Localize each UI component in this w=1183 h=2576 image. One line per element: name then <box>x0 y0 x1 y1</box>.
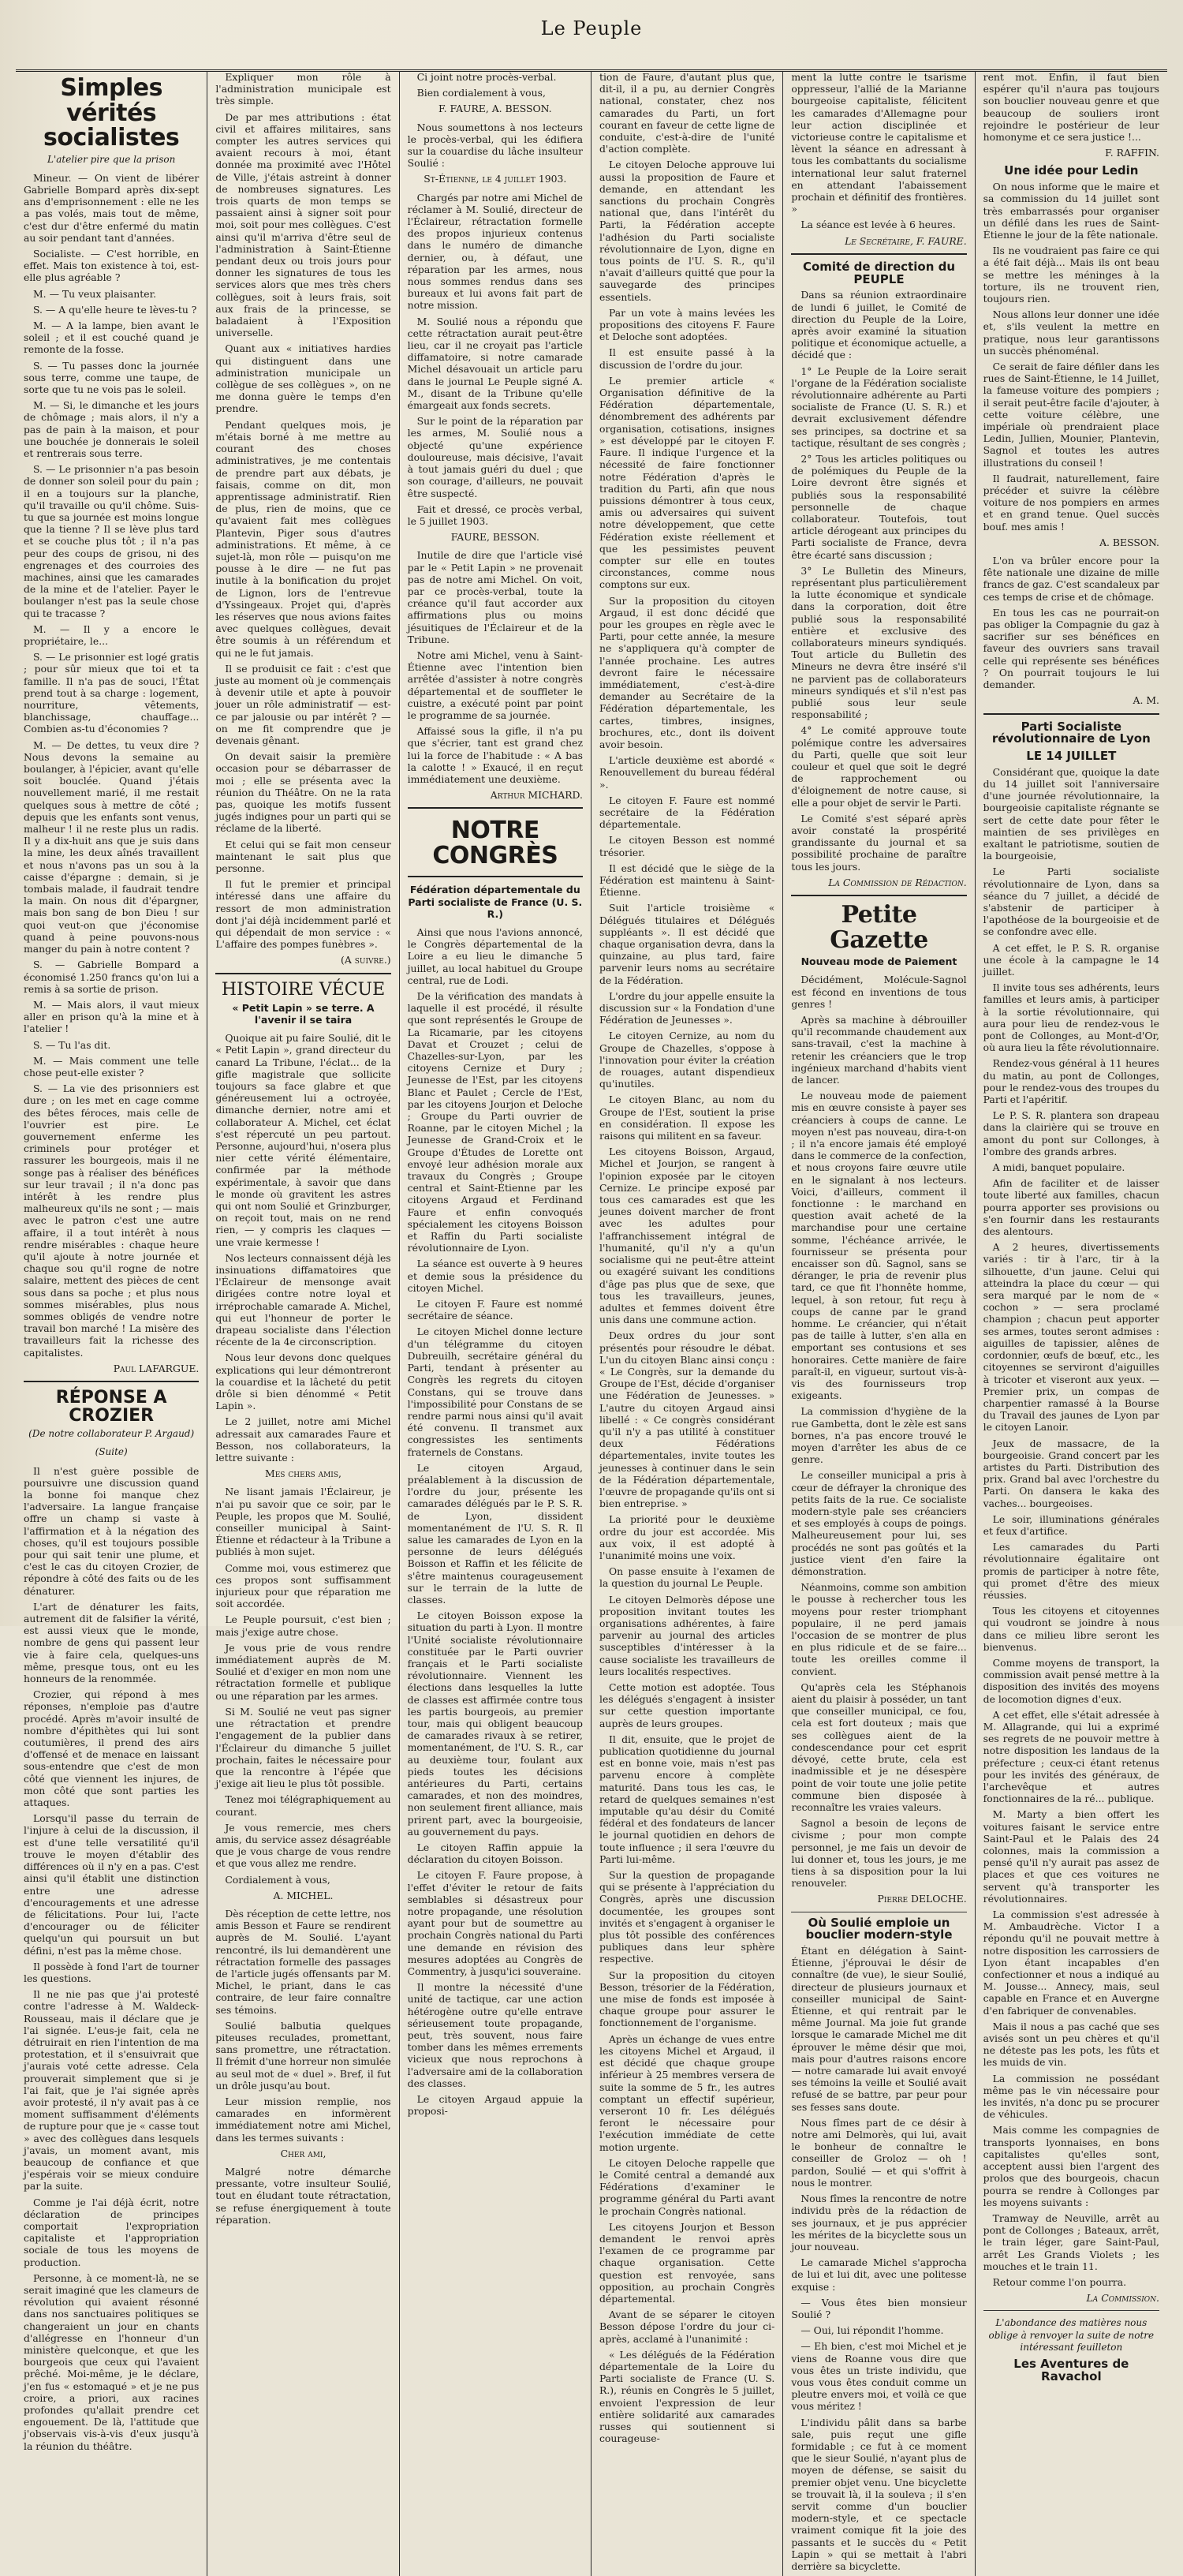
paragraph: Nous leur devons donc quelques explications qui leur démontreront la couardise et la lâcheté du petit drôle si bien dénommé « Petit Lapin ». <box>215 1352 391 1412</box>
headline-notre-congres: NOTRE CONGRÈS <box>432 817 558 869</box>
paragraph: Le camarade Michel s'approcha de lui et lui dit, avec une politesse exquise : <box>791 2256 967 2293</box>
paragraph: Je vous prie de vous rendre immédiatement auprès de M. Soulié et d'exiger en mon nom une rétractation formelle et publique ou une réparation par les armes. <box>215 1641 391 1702</box>
paragraph: Le Peuple poursuit, c'est bien ; mais j'exige autre chose. <box>215 1613 391 1638</box>
column-6 <box>976 71 1167 2576</box>
divider <box>791 895 966 896</box>
paragraph: Sur la proposition du citoyen Besson, trésorier de la Fédération, une mise de fonds est imposée à chaque groupe pour assurer le fonctionnement de l'organisme. <box>599 1968 775 2029</box>
paragraph: Le citoyen Cernize, au nom du Groupe de Chazelles, s'oppose à l'innovation pour éviter la création de rouages, autant dispendieux qu'inutiles. <box>599 1030 775 1090</box>
paragraph: Personne, à ce moment-là, ne se serait imaginé que les clameurs de révolution qui avaient résonné dans nos sanctuaires politiques se changeraient un jour en chants d'allégresse en l'honneur d'un ministère quelconque, et que les bourgeois que ceux qui l'avaient prêché. Moi-même, je le déclare, j'en fus « estomaqué » et je ne pus croire, a priori, aux racines profondes qu'allait prendre cet engouement. De là, l'attitude que j'observais vis-à-vis d'eux jusqu'à la réunion du théâtre. <box>24 2271 200 2452</box>
paragraph: Il montre la nécessité d'une unité de tactique, car une action hétérogène outre qu'elle entrave sérieusement toute propagande, peut, très souvent, nous faire tomber dans les mêmes errements vicieux que nous reprochons à l'adversaire ami de la collaboration des classes. <box>407 1981 583 2089</box>
column-5 <box>783 71 975 2576</box>
paragraph: Affaissé sous la gifle, il n'a pu que s'écrier, tant est grand chez lui la force de l'habitude : « A bas la calotte ! » Exaucé, il en reçut immédiatement une deuxième. <box>407 725 583 785</box>
paragraph: Comme je l'ai déjà écrit, notre déclaration de principes comportait l'expropriation capitaliste et l'appropriation sociale de tous les moyens de production. <box>24 2196 200 2268</box>
paragraph: A 2 heures, divertissements variés : tir à l'arc, tir à la silhouette, d'un jaune. Celui qui atteindra la place du cœur — qui sera marqué par le nom de « cochon » — sera proclamé champion ; chacun peut apporter ses armes, toutes seront admises : aiguilles de tapissier, alênes de cordonnier, œufs de bœuf, etc., les citoyennes se serviront d'aiguilles à tricoter et viseront aux yeux. — Premier prix, un compas de charpentier ramassé à la Bourse du Travail des jaunes de Lyon par le citoyen Lanoir. <box>983 1241 1159 1434</box>
paragraph: Inutile de dire que l'article visé par le « Petit Lapin » ne provenait pas de notre ami Michel. On voit, par ce procès-verbal, toute la créance qu'il faut accorder aux affirmations plus ou moins jésuitiques de l'Éclaireur et de la Tribune. <box>407 549 583 645</box>
paragraph: On devait saisir la première occasion pour se débarrasser de moi ; elle se présenta avec la réunion du Théâtre. On ne la rata pas, quoique les motifs fussent jugés indignes pour un parti qui se réclame de la liberté. <box>215 750 391 835</box>
paragraph: Le premier article « Organisation définitive de la Fédération départementale, dénombrement des adhérents par organisation, cotisations, insignes » est développé par le citoyen F. Faure. Il indique l'urgence et la nécessité de faire fonctionner notre Fédération d'après le tradition du Parti, afin que nous puissions démontrer à tous ceux, amis ou adversaires qui suivent notre développement, que cette Fédération existe réellement et que les pessimistes peuvent compter sur elle en toutes circonstances, comme nous comptons sur eux. <box>599 374 775 591</box>
paragraph: A midi, banquet populaire. <box>992 1161 1125 1174</box>
paragraph: Nos lecteurs connaissent déjà les insinuations diffamatoires que l'Éclaireur de mensonge avait dirigées contre notre loyal et irréprochable camarade A. Michel, qui eut l'honneur de porter le drapeau socialiste dans l'élection récente de la 4e circonscription. <box>215 1251 391 1348</box>
dateline: St-Étienne, le 4 juillet 1903. <box>424 173 567 185</box>
paragraph: — Vous êtes bien monsieur Soulié ? <box>791 2296 967 2320</box>
paragraph: Il invite tous ses adhérents, leurs familles et leurs amis, à participer à la sortie révolutionnaire, qui aura pour lieu de rendez-vous le pont de Collonges, au Mont-d'Or, où aura lieu la fête révolutionnaire. <box>983 981 1159 1054</box>
signature-faure-besson: F. FAURE, A. BESSON. <box>438 103 552 115</box>
paragraph: Cette motion est adoptée. Tous les délégués s'engagent à insister sur cette question importante auprès de leurs groupes. <box>599 1681 775 1729</box>
divider <box>24 1381 199 1382</box>
paragraph: Sagnol a besoin de leçons de civisme ; pour mon compte personnel, je me fais un devoir de lui donner et, tous les jours, je me tiens à sa disposition pour la lui renouveler. <box>791 1817 967 1890</box>
subhead-suite: (Suite) <box>95 1446 128 1458</box>
paragraph: Le 2 juillet, notre ami Michel adressait aux camarades Faure et Besson, nos collaborateurs, la lettre suivante : <box>215 1415 391 1464</box>
column-1 <box>16 71 207 2576</box>
paragraph: — Oui, lui répondit l'homme. <box>800 2324 944 2337</box>
paragraph: « Les délégués de la Fédération départementale de la Loire du Parti socialiste de France (U. S. R.), réunis en Congrès le 5 juillet, envoient l'expression de leur entière solidarité aux camarades russes qui soutiennent si courageuse- <box>599 2348 775 2445</box>
paragraph: Fait et dressé, ce procès verbal, le 5 juillet 1903. <box>407 503 583 527</box>
paragraph: De la vérification des mandats à laquelle il est procédé, il résulte que sont représentés le Groupe de La Ricamarie, par les citoyens Davat et Crouzet ; celui de Chazelles-sur-Lyon, par les citoyens Cernize et Dury ; Jeunesse de l'Est, par les citoyens Blanc et Paulet ; Cercle de l'Est, par les citoyens Jourjon et Deloche ; Groupe du Parti ouvrier de Roanne, par le citoyen Michel ; la Jeunesse de Grand-Croix et le Groupe d'Études de Lorette ont envoyé leur adhésion morale aux travaux du Congrès ; Groupe central et Saint-Étienne par les citoyens Argaud et Ferdinand Faure et enfin convoqués spécialement les citoyens Boisson et Raffin du Parti socialiste révolutionnaire de Lyon. <box>407 990 583 1254</box>
headline-parti-lyon: Parti Socialiste révolutionnaire de Lyon <box>991 719 1151 746</box>
paragraph: S. — Le prisonnier n'a pas besoin de donner son soleil pour du pain ; il en a toujours sur la planche, qu'il travaille ou qu'il chôme. Suis-tu que sa journée est moins longue que la tienne ? Il se lève plus tard et se couche plus tôt ; il n'a pas peur des coups de grisou, ni des engrenages et des courroies des machines, ainsi que les camarades de la mine et de l'atelier. Payer le boulanger n'est pas la seule chose qui te tracasse ? <box>24 463 200 619</box>
paragraph: Le citoyen Raffin appuie la déclaration du citoyen Boisson. <box>407 1841 583 1866</box>
paragraph: Comme moyens de transport, la commission avait pensé mettre à la disposition des invités des moyens de locomotion dignes d'eux. <box>983 1656 1159 1705</box>
paragraph: Comme moi, vous estimerez que ces propos sont suffisamment injurieux pour que réparation me soit accordée. <box>215 1561 391 1610</box>
paragraph: S. — Gabrielle Bompard a économisé 1.250 francs qu'on lui a remis à sa sortie de prison. <box>24 959 200 995</box>
divider <box>215 973 390 974</box>
headline-reponse-crozier: RÉPONSE A CROZIER <box>55 1388 167 1426</box>
paragraph: S. — Tu l'as dit. <box>33 1038 111 1051</box>
paragraph: Après un échange de vues entre les citoyens Michel et Argaud, il est décidé que chaque groupe inférieur à 25 membres versera de suite la somme de 5 fr., les autres comptant un effectif supérieur, verseront 10 fr. Les délégués feront le nécessaire pour l'exécution immédiate de cette motion urgente. <box>599 2032 775 2153</box>
paragraph: Rendez-vous général à 11 heures du matin, au pont de Collonges, pour le rendez-vous des troupes du Parti et l'apéritif. <box>983 1057 1159 1106</box>
paragraph: Nous allons leur donner une idée et, s'ils veulent la mettre en pratique, nous leur garantissons un succès phénoménal. <box>983 308 1159 357</box>
paragraph: Décidément, Molécule-Sagnol est fécond en inventions de tous genres ! <box>791 974 967 1010</box>
paragraph: Expliquer mon rôle à l'administration municipale est très simple. <box>215 71 391 107</box>
paragraph: Il est ensuite passé à la discussion de l'ordre du jour. <box>599 346 775 371</box>
column-4 <box>592 71 783 2576</box>
columns <box>16 71 1167 2572</box>
paragraph: Socialiste. — C'est horrible, en effet. Mais ton existence à toi, est-elle plus agréable ? <box>24 247 200 284</box>
paragraph: Je vous remercie, mes chers amis, du service assez désagréable que je vous charge de vous rendre et que vous allez me rendre. <box>215 1821 391 1870</box>
signature-commission-redaction: La Commission de Rédaction. <box>828 876 967 888</box>
signature-michel: A. MICHEL. <box>273 1889 334 1901</box>
paragraph: Et celui qui se fait mon censeur maintenant le sait plus que personne. <box>215 838 391 874</box>
signature-besson: A. BESSON. <box>1099 536 1159 548</box>
paragraph: M. — Mais alors, il vaut mieux aller en prison qu'à la mine et à l'atelier ! <box>24 998 200 1035</box>
paragraph: Il dit, ensuite, que le projet de publication quotidienne du journal est en bonne voie, mais n'est pas parvenu encore à complète maturité. Dans tous les cas, le retard de quelques semaines n'est imputable qu'au désir du Comité fédéral et des fondateurs de lancer le journal quotidien en dehors de toute influence ; il sera l'œuvre du Parti lui-même. <box>599 1733 775 1865</box>
divider <box>791 253 966 255</box>
subhead-nouveau-mode: Nouveau mode de Paiement <box>800 955 957 968</box>
paragraph: Ci joint notre procès-verbal. <box>416 71 557 83</box>
congres-header-box <box>408 807 583 877</box>
headline-simples-verites: Simples vérités socialistes <box>43 74 180 151</box>
paragraph: A cet effet, le P. S. R. organise une école à la campagne le 14 juillet. <box>983 941 1159 978</box>
paragraph: Tous les citoyens et citoyennes qui voudront se joindre à nous dans ce milieu libre seront les bienvenus. <box>983 1605 1159 1653</box>
paragraph: M. — Mais comment une telle chose peut-elle exister ? <box>24 1054 200 1079</box>
letter-salutation: Mes chers amis, <box>265 1467 341 1480</box>
subhead-petit-lapin: « Petit Lapin » se terre. A l'avenir il se taira <box>232 1001 375 1026</box>
paragraph: Il ne nie pas que j'ai protesté contre l'adresse à M. Waldeck-Rousseau, mais il déclare que je l'ai signée. L'eus-je fait, cela ne détruirait en rien l'intention de ma protestation, et il s'ensuivrait que j'aurais voté cette adresse. Cela prouverait simplement que si je l'ai fait, que je l'ai signée après avoir protesté, il n'y avait pas à ce moment suffisamment d'éléments de rupture pour que je « casse tout » avec des collègues dans lesquels j'avais, un moment avant, mis beaucoup de confiance et que j'espérais voir se mieux conduire par la suite. <box>24 1988 200 2193</box>
paragraph: M. — Tu veux plaisanter. <box>33 287 157 300</box>
paragraph: Dans sa réunion extraordinaire de lundi 6 juillet, le Comité de direction du Peuple de la Loire, après avoir examiné la situation politique et économique actuelle, a décidé que : <box>791 289 967 361</box>
paragraph: 2° Tous les articles politiques ou de polémiques du Peuple de la Loire devront être signés et publiés sous la responsabilité personnelle de chaque collaborateur. Toutefois, tout article dérogeant aux principes du Parti socialiste de France, devra être écarté sans discussion ; <box>791 452 967 561</box>
paragraph: Dès réception de cette lettre, nos amis Besson et Faure se rendirent auprès de M. Soulié. L'ayant rencontré, ils lui demandèrent une rétractation formelle des passages de l'article jugés offensants par M. Michel, le priant, dans le cas contraire, de leur faire connaître ses témoins. <box>215 1907 391 2016</box>
paragraph: On nous informe que le maire et sa commission du 14 juillet sont très embarrassés pour organiser un défilé dans les rues de Saint-Étienne le jour de la fête nationale. <box>983 181 1159 241</box>
paragraph: Notre ami Michel, venu à Saint-Étienne avec l'intention bien arrêtée d'assister à notre congrès départemental et de souffleter le cuistre, a exécuté point par point le programme de sa journée. <box>407 649 583 721</box>
paragraph: ment la lutte contre le tsarisme oppresseur, l'allié de la Marianne bourgeoise capitaliste, félicitent les camarades d'Allemagne pour leur action disciplinée et victorieuse contre le capitalisme et lèvent la séance en adressant à tous les combattants du socialisme international leur salut fraternel en attendant l'abaissement prochain et définitif des frontières. » <box>791 71 967 215</box>
paragraph: Le Parti socialiste révolutionnaire de Lyon, dans sa séance du 7 juillet, a décidé de s'abstenir de participer à l'apothéose de la bourgeoisie et de se confondre avec elle. <box>983 866 1159 938</box>
paragraph: S. — A qu'elle heure te lèves-tu ? <box>33 303 197 316</box>
paragraph: Suit l'article troisième « Délégués titulaires et Délégués suppléants ». Il est décidé que chaque organisation devra, dans la quinzaine, au plus tard, faire parvenir leurs noms au secrétaire de la Fédération. <box>599 902 775 986</box>
paragraph: Bien cordialement à vous, <box>416 87 546 99</box>
paragraph: Mineur. — On vient de libérer Gabrielle Bompard après dix-sept ans d'emprisonnement : elle ne les a pas volés, mais tout de même, c'est dur d'être enfermé du matin au soir pendant tant d'années. <box>24 171 200 244</box>
paragraph: Ne lisant jamais l'Éclaireur, je n'ai pu savoir que ce soir, par le Peuple, les propos que M. Soulié, conseiller municipal à Saint-Étienne et rédacteur à la Tribune a publiés à mon sujet. <box>215 1486 391 1558</box>
paragraph: M. Marty a bien offert les voitures faisant le service entre Saint-Paul et le Palais des 24 colonnes, mais la commission a pensé qu'il n'y aurait pas assez de places et que ces voitures ne servent qu'à transporter les révolutionnaires. <box>983 1808 1159 1905</box>
column-3 <box>400 71 592 2576</box>
paragraph: Le citoyen F. Faure est nommé secrétaire de la Fédération départementale. <box>599 794 775 831</box>
paragraph: L'individu pâlit dans sa barbe sale, puis reçut une gifle formidable ; ce fut à ce moment que le sieur Soulié, n'ayant plus de moyen de défense, se saisit du premier objet venu. Une bicyclette se trouvait là, il la souleva ; il s'en servit comme d'un bouclier modern-style, et ce spectacle vraiment comique fit la joie des passants et le succès du « Petit Lapin » qui se mettait à l'abri derrière sa bicyclette. <box>791 2416 967 2572</box>
paragraph: Soulié balbutia quelques piteuses reculades, promettant, sans promettre, une rétractation. Il frémit d'une horreur non simulée au seul mot de « duel ». Bref, il fut un drôle jusqu'au bout. <box>215 2019 391 2092</box>
paragraph: 3° Le Bulletin des Mineurs, représentant plus particulièrement la lutte économique et syndicale dans la corporation, doit être publié sous la responsabilité entière et exclusive des collaborateurs mineurs syndiqués. Tout article du Bulletin des Mineurs ne devra être inséré s'il ne parvient pas de collaborateurs mineurs syndiqués et s'il n'est pas publié sous leur seule responsabilité ; <box>791 564 967 721</box>
paragraph: S. — Tu passes donc la journée sous terre, comme une taupe, de sorte que tu ne vois pas le soleil. <box>24 359 200 395</box>
paragraph: Il possède à fond l'art de tourner les questions. <box>24 1960 200 1984</box>
a-suivre: (A suivre.) <box>341 954 391 966</box>
paragraph: Nous soumettons à nos lecteurs le procès-verbal, qui les édifiera sur la couardise du lâche insulteur Soulié : <box>407 121 583 170</box>
paragraph: Crozier, qui répond à mes réponses, n'emploie pas d'autre procédé. Après m'avoir insulté de nombre d'épithètes qui lui sont coutumières, il prend des airs d'offensé et de menace en laissant sous-entendre que c'est de mon côté que viennent les injures, de mon côté que sont parties les attaques. <box>24 1688 200 1809</box>
paragraph: Le citoyen F. Faure est nommé secrétaire de séance. <box>407 1298 583 1322</box>
paragraph: Leur mission remplie, nos camarades en informèrent immédiatement notre ami Michel, dans les termes suivants : <box>215 2095 391 2144</box>
paragraph: Chargés par notre ami Michel de réclamer à M. Soulié, directeur de l'Éclaireur, rétractation formelle des propos injurieux contenus dans le numéro de dimanche dernier, ou, à défaut, une réparation par les armes, nous nous sommes rendus dans ses bureaux et lui avons fait part de notre mission. <box>407 191 583 312</box>
paragraph: Le soir, illuminations générales et feux d'artifice. <box>983 1512 1159 1537</box>
paragraph: Jeux de massacre, de la bourgeoisie. Grand concert par les artistes du Parti. Distribution des prix. Grand bal avec l'orchestre du Parti. On dansera le kaka des vaches... bourgeoises. <box>983 1437 1159 1509</box>
paragraph: Après sa machine à débrouiller qu'il recommande chaudement aux sans-travail, c'est la machine à retenir les créanciers que le trop ingénieux marchand d'habits vient de lancer. <box>791 1013 967 1086</box>
signature-lafargue: Paul LAFARGUE. <box>113 1362 200 1374</box>
signature-michard: Arthur MICHARD. <box>490 789 583 802</box>
paragraph: Tenez moi télégraphiquement au courant. <box>215 1793 391 1818</box>
paragraph: M. Soulié nous a répondu que cette rétractation aurait peut-être lieu, car il ne croyait pas l'article diffamatoire, si notre camarade Michel désavouait un article paru dans le journal Le Peuple signé A. M., disant de la Tribune qu'elle émargeait aux fonds secrets. <box>407 315 583 412</box>
paragraph: L'ordre du jour appelle ensuite la discussion sur « la Fondation d'une Fédération de Jeunesses ». <box>599 989 775 1026</box>
paragraph: La commission d'hygiène de la rue Gambetta, dont le zèle est sans bornes, n'a pas encore trouvé le moyen d'arrêter les abus de ce genre. <box>791 1405 967 1466</box>
paragraph: On passe ensuite à l'examen de la question du journal Le Peuple. <box>599 1565 775 1590</box>
paragraph: Ainsi que nous l'avions annoncé, le Congrès départemental de la Loire a eu lieu le dimanche 5 juillet, au local habituel du Groupe central, rue de Lodi. <box>407 925 583 986</box>
signature-secretaire: Le Secrétaire, F. FAURE. <box>845 234 967 247</box>
paragraph: Retour comme l'on pourra. <box>992 2275 1127 2288</box>
paragraph: M. — Si, le dimanche et les jours de chômage ; mais alors, il n'y a pas de pain à la maison, et pour une bouchée je donnerais le soleil et rentrerais sous terre. <box>24 399 200 459</box>
paragraph: Il est décidé que le siège de la Fédération est maintenu à Saint-Étienne. <box>599 862 775 899</box>
subhead-collaborateur: (De notre collaborateur P. Argaud) <box>28 1428 195 1440</box>
paragraph: Afin de faciliter et de laisser toute liberté aux familles, chacun pourra apporter ses provisions ou s'en fournir dans les restaurants des alentours. <box>983 1177 1159 1238</box>
paragraph: Le citoyen Blanc, au nom du Groupe de l'Est, soutient la prise en considération. Il expose les raisons qui militent en sa faveur. <box>599 1094 775 1142</box>
paragraph: La commission ne possédant même pas le vin nécessaire pour les invités, n'a donc pu se procurer de véhicules. <box>983 2072 1159 2121</box>
paragraph: Il n'est guère possible de poursuivre une discussion quand la bonne foi manque chez l'adversaire. La langue française offre un champ si vaste à l'affirmation et à la négation des choses, qu'il est toujours possible pour qui sait tenir une plume, et c'est le cas du citoyen Crozier, de répondre à côté des faits ou de les dénaturer. <box>24 1464 200 1597</box>
paragraph: Le citoyen Besson est nommé trésorier. <box>599 834 775 858</box>
signature-commission: La Commission. <box>1086 2292 1159 2305</box>
paragraph: Mais comme les compagnies de transports lyonnaises, en bons capitalistes qu'elles sont, acceptent aussi bien l'argent des prolos que des bourgeois, chacun pourra se rendre à Collonges par les moyens suivants : <box>983 2124 1159 2208</box>
paragraph: Sur la proposition du citoyen Argaud, il est donc décidé que pour les groupes en règle avec le Parti, pour cette année, la mesure ne s'appliquera qu'à compter de l'année prochaine. Les autres devront faire le nécessaire immédiatement, c'est-à-dire demander au Secrétaire de la Fédération départementale, les cartes, timbres, insignes, brochures, etc., dont ils doivent avoir besoin. <box>599 594 775 750</box>
paragraph: L'article deuxième est abordé « Renouvellement du bureau fédéral ». <box>599 754 775 791</box>
paragraph: Étant en délégation à Saint-Étienne, j'éprouvai le désir de connaître (de vue), le sieur Soulié, directeur de plusieurs journaux et conseiller municipal de Saint-Étienne, et qui rentrait par le même Journal. Ma joie fut grande lorsque le camarade Michel me dit éprouver le même désir que moi, mais pour d'autres raisons encore — notre camarade lui avait envoyé ses témoins la veille et Soulié avait refusé de se battre, par peur pour ses fesses sans doute. <box>791 1945 967 2113</box>
paragraph: Lorsqu'il passe du terrain de l'injure à celui de la discussion, il est d'une telle versatilité qu'il trouve le moyen d'établir des différences où il n'y en a pas. C'est ainsi qu'il établit une distinction entre une adresse d'encouragements et une adresse de félicitations. Pour lui, l'acte d'encourager ou de féliciter quelqu'un qui poursuit un but défini, n'est pas la même chose. <box>24 1812 200 1957</box>
signature-raffin: F. RAFFIN. <box>1105 147 1159 159</box>
paragraph: Si M. Soulié ne veut pas signer une rétractation et prendre l'engagement de la publier dans l'Éclaireur du dimanche 5 juillet prochain, faites le nécessaire pour que la rencontre à l'épée que j'exige ait lieu le plus tôt possible. <box>215 1705 391 1790</box>
paragraph: La priorité pour le deuxième ordre du jour est accordée. Mis aux voix, il est adopté à l'unanimité moins une voix. <box>599 1513 775 1561</box>
paragraph: Le citoyen Argaud, préalablement à la discussion de l'ordre du jour, présente les camarades délégués par le P. S. R. de Lyon, dissident momentanément de l'U. S. R. Il salue les camarades de Lyon en la personne de leurs délégués Boisson et Raffin et les félicite de s'être maintenus courageusement sur le terrain de la lutte de classes. <box>407 1461 583 1606</box>
paragraph: Considérant que, quoique la date du 14 juillet soit l'anniversaire d'une journée révolutionnaire, la bourgeoisie capitaliste régnante se sert de cette date pour fêter le maintien de ses privilèges en exaltant le patriotisme, soutien de la bourgeoisie, <box>983 765 1159 862</box>
masthead <box>16 17 1167 72</box>
paragraph: M. — De dettes, tu veux dire ? Nous devons la semaine au boulanger, à l'épicier, avant qu'elle soit bouclée. Quand j'étais nouvellement marié, il me restait quelques sous à mettre de côté ; depuis que les enfants sont venus, malheur ! il ne reste plus un radis. Il y a dix-huit ans que je suis dans la mine, les deux aînés travaillent et nous n'avons pas un sou à la caisse d'épargne : demain, si je tombais malade, il faudrait tendre la main. On nous dit d'épargner, mais bon sang de bon Dieu ! sur quoi veut-on que j'économise quand à peine pouvons-nous manger du pain à notre content ? <box>24 738 200 955</box>
headline-bouclier: Où Soulié emploie un bouclier modern-style <box>805 1915 953 1942</box>
headline-ravachol: Les Aventures de Ravachol <box>1013 2356 1129 2383</box>
divider <box>983 713 1159 715</box>
headline-idee-ledin: Une idée pour Ledin <box>1004 163 1139 178</box>
subhead-federation: Fédération départementale du Parti socialiste de France (U. S. R.) <box>408 884 583 920</box>
paragraph: Nous fîmes part de ce désir à notre ami Delmorès, qui lui, avait le bonheur de connaître le conseiller de Groloz — oh ! pardon, Soulié — et qui s'offrit à nous le montrer. <box>791 2116 967 2189</box>
headline-comite-direction: Comité de direction du PEUPLE <box>802 259 956 286</box>
paragraph: Le citoyen Boisson expose la situation du parti à Lyon. Il montre l'Unité socialiste révolutionnaire constituée par le Parti ouvrier français et le Parti socialiste révolutionnaire. Viennent les élections dans lesquelles la lutte de classes est affirmée contre tous les partis bourgeois, au premier tour, mais qui obligent beaucoup de camarades rivaux à se retirer, momentanément, de l'U. S. R., car au deuxième tour, foulant aux pieds toutes les décisions antérieures du Parti, certains camarades, et non des moindres, non seulement firent alliance, mais prirent part, avec la bourgeoisie, au gouvernement du pays. <box>407 1610 583 1838</box>
headline-histoire-vecue: HISTOIRE VÉCUE <box>221 979 386 1000</box>
divider <box>983 2310 1159 2311</box>
paragraph: S. — La vie des prisonniers est dure ; on les met en cage comme des bêtes féroces, mais celle de l'ouvrier est pire. Le gouvernement enferme les criminels pour protéger et rassurer les bourgeois, mais il ne songe pas à réaliser des bénéfices sur leur travail ; il n'a donc pas intérêt à les rendre plus malheureux qu'ils ne sont ; — mais avec le patron c'est une autre affaire, il a tout intérêt à nous rendre misérables : chaque heure qu'il ajoute à notre journée et chaque sou qu'il rogne de notre salaire, mettent des pièces de cent sous dans sa poche ; et plus nous sommes misérables, plus nous sommes obligés de vendre notre travail bon marché ! La misère des travailleurs fait la richesse des capitalistes. <box>24 1082 200 1359</box>
paragraph: Le citoyen Deloche approuve lui aussi la proposition de Faure et demande, en attendant les sanctions du prochain Congrès national que, dans l'intérêt du Parti, la Fédération accepte l'adhésion du Parti socialiste révolutionnaire de Lyon, digne en tous points de l'U. S. R., qu'il n'avait d'ailleurs quitté que pour la sauvegarde des principes essentiels. <box>599 159 775 303</box>
paragraph: Le nouveau mode de paiement mis en œuvre consiste à payer ses créanciers à coups de canne. Le moyen n'est pas nouveau, dira-t-on ; il n'a encore jamais été employé dans le commerce de la confection, et nous croyons faire œuvre utile en le signalant à nos lecteurs. Voici, d'ailleurs, comment il fonctionne : le marchand en question avait acheté de la marchandise pour une certaine somme, l'échéance arrivée, le fournisseur se présenta pour encaisser son dû. Sagnol, sans se déranger, le pria de revenir plus tard, ce que fit l'honnête homme, lequel, à son retour, fut reçu à coups de canne par le grand homme. Le créancier, qui n'était pas de taille à lutter, s'en alla en emportant ses contusions et ses honoraires. Cette manière de faire paraît-il, en vigueur, surtout vis-à-vis des fournisseurs trop exigeants. <box>791 1090 967 1402</box>
paragraph: — Eh bien, c'est moi Michel et je viens de Roanne vous dire que vous êtes un triste individu, que vous vous êtes conduit comme un pleutre envers moi, et voilà ce que vous méritez ! <box>791 2340 967 2413</box>
paragraph: M. — Il y a encore le propriétaire, le... <box>24 623 200 648</box>
paragraph: Le Comité s'est séparé après avoir constaté la prospérité grandissante du journal et sa possibilité prochaine de paraître tous les jours. <box>791 812 967 873</box>
headline-14-juillet: LE 14 JUILLET <box>1026 749 1117 763</box>
paragraph: Sur le point de la réparation par les armes, M. Soulié nous a objecté qu'une expérience douloureuse, mais décisive, l'avait à tout jamais guéri du duel ; que son courage, d'ailleurs, ne pouvait être suspecté. <box>407 415 583 499</box>
paragraph: Néanmoins, comme son ambition le pousse à rechercher tous les moyens pour rester triomphant populaire, il ne perd jamais l'occasion de se montrer de plus en plus ridicule et de se faire... toute les oreilles comme il convient. <box>791 1581 967 1677</box>
paragraph: Il se produisit ce fait : c'est que juste au moment où je commençais à devenir utile et apte à pouvoir jouer un rôle administratif — est-ce par jalousie ou par intérêt ? — on me fit comprendre que je devenais gênant. <box>215 662 391 746</box>
paragraph: Avant de se séparer le citoyen Besson dépose l'ordre du jour ci-après, acclamé à l'unanimité : <box>599 2309 775 2345</box>
paragraph: L'on va brûler encore pour la fête nationale une dizaine de mille francs de gaz. C'est scandaleux par ces temps de crise et de chômage. <box>983 555 1159 603</box>
paragraph: Qu'après cela les Stéphanois aient du plaisir à posséder, un tant que conseiller municipal, ce fou, cela est fort douteux ; mais que ses collègues aient de la condescendance pour cet esprit dévoyé, cette brute, cela est inadmissible et je ne désespère point de voir toute une jolie petite commune bien disposée à reconnaître les vraies valeurs. <box>791 1681 967 1813</box>
paragraph: S. — Le prisonnier est logé gratis ; pour sûr mieux que toi et ta famille. Il n'a pas de souci, l'État prend tout à sa charge : logement, nourriture, vêtements, blanchissage, chauffage... Combien as-tu d'économies ? <box>24 651 200 735</box>
paragraph: Pendant quelques mois, je m'étais borné à me mettre au courant des choses administratives, je me contentais de prendre part aux débats, je faisais, comme on dit, mon apprentissage administratif. Rien de plus, rien de moins, que ce qu'avaient fait mes collègues Plantevin, Piger sous d'autres administrations. Et même, à ce sujet-là, mon rôle — puisqu'on me pousse à le dire — ne fut pas inutile à la bonification du projet de Lignon, lors de l'entrevue d'Yssingeaux. Projet qui, d'après les réserves que nous avions faites avec quelques collègues, devait être soumis à un référendum et qui ne le fut jamais. <box>215 418 391 659</box>
paragraph: M. — A la lampe, bien avant le soleil ; et il est couché quand je remonte de la fosse. <box>24 319 200 356</box>
paragraph: Quoique ait pu faire Soulié, dit le « Petit Lapin », grand directeur du canard La Tribune, l'éclat... de la gifle magistrale que sollicite toujours sa face glabre et que généreusement lui a octroyée, dimanche dernier, notre ami et collaborateur A. Michel, cet éclat s'est répercuté un peu partout. Personne, aujourd'hui, n'osera plus nier cette vérité élémentaire, confirmée par la méthode expérimentale, à savoir que dans le monde où gravitent les astres qui ont nom Soulié et Grinzburger, on reçoit tout, mais on ne rend rien, — y compris les claques — une vraie kermesse ! <box>215 1032 391 1248</box>
paragraph: A cet effet, elle s'était adressée à M. Allagrande, qui lui a exprimé ses regrets de ne pouvoir mettre à notre disposition les landaus de la préfecture ; ceux-ci étant retenus pour les invités des généraux, de l'archevêque et autres fonctionnaires de la ré... publique. <box>983 1708 1159 1805</box>
paragraph: L'art de dénaturer les faits, autrement dit de falsifier la vérité, est aussi vieux que le monde, nombre de gens qui passent leur vie à faire cela, quelques-uns même, presque tous, ont eu les honneurs de la renommée. <box>24 1600 200 1685</box>
paragraph: Les citoyens Boisson, Argaud, Michel et Jourjon, se rangent à l'opinion exposée par le citoyen Cernize. Le principe exposé par tous ces camarades est que les jeunes doivent marcher de front avec les adultes pour l'affranchissement intégral de l'humanité, qu'il n'y a qu'un socialisme qui ne peut-être atteint ou exagéré suivant les conditions d'âge pas plus que de sexe, que tous les travailleurs, jeunes, adultes et femmes doivent être unis dans une commune action. <box>599 1146 775 1326</box>
paragraph: Le citoyen Deloche rappelle que le Comité central a demandé aux Fédérations d'examiner le programme général du Parti avant le prochain Congrès national. <box>599 2156 775 2217</box>
paragraph: La séance est levée à 6 heures. <box>800 219 956 231</box>
paragraph: Il fut le premier et principal intéressé dans une affaire du ressort de mon administration dont j'ai déjà incidemment parlé et qui dépendait de mon service : « L'affaire des pompes funèbres ». <box>215 878 391 951</box>
headline-petite-gazette: Petite Gazette <box>830 901 928 954</box>
signature-am: A. M. <box>1133 694 1159 707</box>
paragraph: Il faudrait, naturellement, faire précéder et suivre la célèbre voiture de nos pompiers en armes et en grand tenue. Quel succès bouf. mes amis ! <box>983 472 1159 533</box>
column-2 <box>207 71 399 2576</box>
paragraph: Quant aux « initiatives hardies qui distinguent dans une administration municipale un collègue de ses collègues », on ne me donna guère le temps d'en prendre. <box>215 342 391 415</box>
paragraph: Cordialement à vous, <box>225 1873 330 1886</box>
signature-deloche: Pierre DELOCHE. <box>877 1893 967 1905</box>
newspaper-title: Le Peuple <box>540 17 643 39</box>
feuilleton-note: L'abondance des matières nous oblige à renvoyer la suite de notre intéressant feuilleton <box>988 2317 1155 2353</box>
paragraph: Deux ordres du jour sont présentés pour résoudre le débat. L'un du citoyen Blanc ainsi conçu : « Le Congrès, sur la demande du Groupe de l'Est, décide d'organiser une Fédération de Jeunesses. » L'autre du citoyen Argaud ainsi libellé : « Ce congrès considérant qu'il n'y a pas utilité à constituer deux Fédérations départementales, invite toutes les jeunesses à continuer dans le sein de la Fédération départementale, l'œuvre de propagande qu'ils ont si bien entreprise. » <box>599 1329 775 1510</box>
paragraph: La séance est ouverte à 9 heures et demie sous la présidence du citoyen Michel. <box>407 1258 583 1294</box>
paragraph: En tous les cas ne pourrait-on pas obliger la Compagnie du gaz à sacrifier sur ses bénéfices en faveur des ouvriers sans travail celle qui représente ses bénéfices ? On pourrait toujours le lui demander. <box>983 606 1159 691</box>
paragraph: Par un vote à mains levées les propositions des citoyens F. Faure et Deloche sont adoptées. <box>599 306 775 343</box>
paragraph: rent mot. Enfin, il faut bien espérer qu'il n'aura pas toujours son bouclier nouveau genre et que beaucoup de souliers iront rejoindre le postérieur de leur homonyme et ce sera justice !... <box>983 71 1159 144</box>
paragraph: Le citoyen Argaud appuie la proposi- <box>407 2093 583 2118</box>
paragraph: Le P. S. R. plantera son drapeau dans la clairière qui se trouve en amont du pont sur Collonges, à l'ombre des grands arbres. <box>983 1109 1159 1157</box>
paragraph: Le citoyen F. Faure propose, à l'effet d'éviter le retour de faits semblables si désastreux pour notre propagande, une résolution ayant pour but de soumettre au prochain Congrès national du Parti une demande en révision des mesures adoptées au Congrès de Commentry, à jusqu'ici souveraine. <box>407 1869 583 1978</box>
signature-faure-besson: FAURE, BESSON. <box>450 531 539 544</box>
paragraph: 4° Le comité approuve toute polémique contre les adversaires du Parti, quelle que soit leur couleur et quel que soit le degré de rapprochement ou d'éloignement de notre cause, si elle a pour objet de servir le Parti. <box>791 724 967 809</box>
paragraph: Mais il nous a pas caché que ses avisés sont un peu chères et qu'il ne déteste pas les pots, les fûts et les muids de vin. <box>983 2020 1159 2069</box>
letter-salutation: Cher ami, <box>280 2147 327 2159</box>
paragraph: De par mes attributions : état civil et affaires militaires, sans compter les autres services qui avaient recours à moi, étant donnée ma proximité avec l'Hôtel de Ville, j'étais astreint à donner de nombreuses signatures. Les trois quarts de mon temps se passaient ainsi à signer soit pour moi, soit pour mes collègues. C'est ainsi qu'il m'arriva d'être seul de l'administration à Saint-Étienne pendant deux ou trois jours pour donner les signatures de tous les services alors que mes très chers collègues, soit à leurs frais, soit aux frais de la princesse, se baladaient à l'Exposition universelle. <box>215 110 391 339</box>
paragraph: Sur la question de propagande qui se présente à l'appréciation du Congrès, après une discussion documentée, les groupes sont invités et s'engagent à organiser le plus tôt possible des conférences publiques dans leur sphère respective. <box>599 1869 775 1965</box>
paragraph: Malgré notre démarche pressante, votre insulteur Soulié, tout en éludant toute rétractation, se refuse énergiquement à toute réparation. <box>215 2166 391 2226</box>
paragraph: Le citoyen Delmorès dépose une proposition invitant toutes les organisations adhérentes, à faire parvenir au journal des articles susceptibles d'intéresser à la cause socialiste les travailleurs de leurs localités respectives. <box>599 1593 775 1677</box>
paragraph: Tramway de Neuville, arrêt au pont de Collonges ; Bateaux, arrêt, le train léger, gare Saint-Paul, arrêt Les Grands Violets ; les mouches et le train 11. <box>983 2211 1159 2272</box>
paragraph: Ils ne voudraient pas faire ce qui a été fait déjà... Mais ils ont beau se mettre les méninges à la torture, ils ne trouvent rien, toujours rien. <box>983 245 1159 305</box>
paragraph: Les citoyens Jourjon et Besson demandent le renvoi après l'examen de ce programme par chaque organisation. Cette question est renvoyée, sans opposition, au prochain Congrès départemental. <box>599 2220 775 2305</box>
paragraph: Les camarades du Parti révolutionnaire égalitaire ont promis de participer à notre fête, qui promet d'être des mieux réussies. <box>983 1541 1159 1601</box>
paragraph: La commission s'est adressée à M. Ambaudrèche. Victor I a répondu qu'il ne pouvait mettre à notre disposition les carrossiers de Lyon étant incapables d'en confectionner et nous a indiqué au M. Jousse... Annecy, mais, seul capable en France et en Auvergne d'en fabriquer de convenables. <box>983 1909 1159 2017</box>
paragraph: Le conseiller municipal a pris à cœur de défrayer la chronique des petits faits de la rue. Ce socialiste modern-style pale ses créanciers et ses employés à coups de poings. Malheureusement pour lui, ses procédés ne sont pas goûtés et la justice vient d'en faire la démonstration. <box>791 1469 967 1578</box>
subhead-atelier: L'atelier pire que la prison <box>47 153 176 165</box>
paragraph: Le citoyen Michel donne lecture d'un télégramme du citoyen Dubreuilh, secrétaire général du Parti, tendant à présenter au Congrès les regrets du citoyen Constans, qui se trouve dans l'impossibilité pour Constans de se rendre parmi nous ainsi qu'il avait été convenu. Il transmet aux congressistes les sentiments fraternels de Constans. <box>407 1325 583 1458</box>
paragraph: Nous fîmes la rencontre de notre individu près de la rédaction de ses journaux, et je pus apprécier les mérites de la bicyclette sous un jour nouveau. <box>791 2193 967 2253</box>
paragraph: Ce serait de faire défiler dans les rues de Saint-Étienne, le 14 Juillet, la fameuse voiture des pompiers ; il serait peut-être facile d'ajouter, à cette voiture célèbre, une impériale où prendraient place Ledin, Jullien, Mounier, Plantevin, Sagnol et toutes les autres illustrations du conseil ! <box>983 361 1159 469</box>
paragraph: 1° Le Peuple de la Loire serait l'organe de la Fédération socialiste révolutionnaire adhérente au Parti socialiste de France (U. S. R.) et devrait exclusivement défendre ses principes, sa doctrine et sa tactique, résultant de ses congrès ; <box>791 365 967 449</box>
paragraph: tion de Faure, d'autant plus que, dit-il, il a pu, au dernier Congrès national, constater, chez nos camarades du Parti, un fort courant en faveur de cette ligne de conduite, c'est-à-dire de l'unité d'action complète. <box>599 71 775 155</box>
